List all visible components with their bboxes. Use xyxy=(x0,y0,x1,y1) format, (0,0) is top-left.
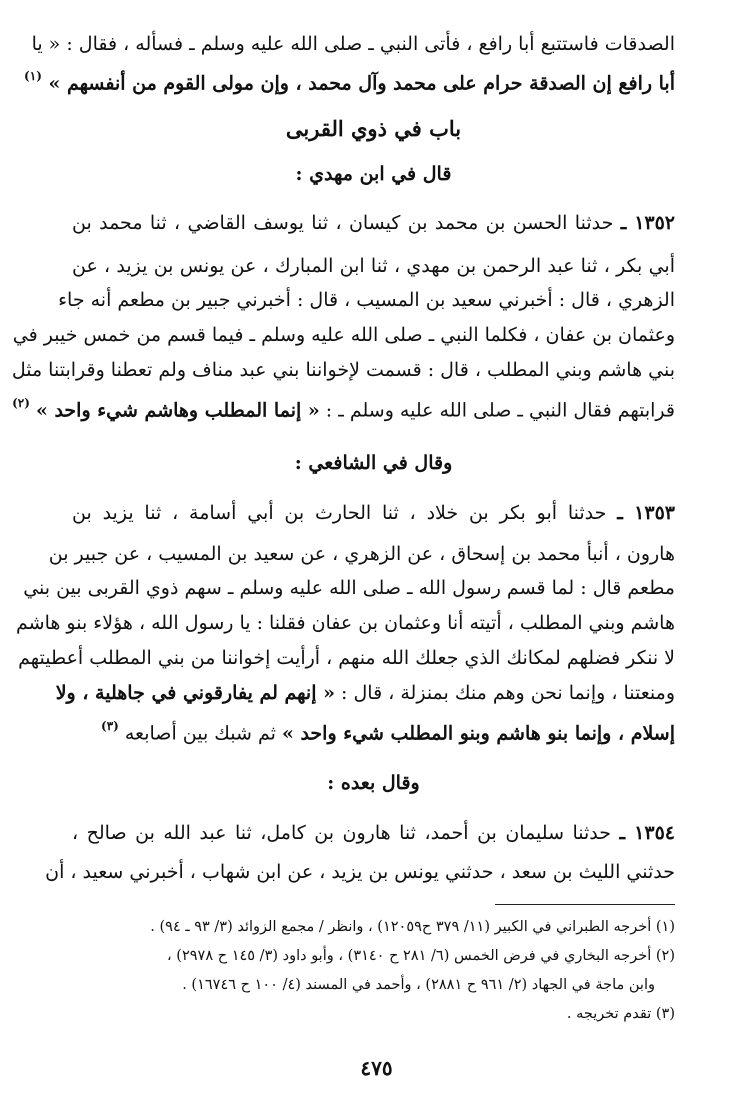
hadith-number-1353: ١٣٥٣ ـ xyxy=(617,502,675,524)
hadith-1353-text-7b: ثم شبك بين أصابعه xyxy=(124,722,276,745)
hadith-1353-line-3: مطعم قال : لما قسم رسول الله ـ صلى الله عليه وسلم ـ سهم ذوي القربى بين بني xyxy=(23,577,675,599)
hadith-1353-line-1 xyxy=(72,496,675,530)
hadith-1353-quote-b: إسلام ، وإنما بنو هاشم وبنو المطلب شيء واحد » xyxy=(281,722,675,745)
footnote-ref-3[interactable]: (٣) xyxy=(101,719,119,733)
hadith-1352-line-4: وعثمان بن عفان ، فكلما النبي ـ صلى الله عليه وسلم ـ فيما قسم من خمس خيبر في xyxy=(12,324,675,346)
intro-text-2: أبا رافع إن الصدقة حرام على محمد وآل محمد ، وإن مولى القوم من أنفسهم » xyxy=(48,72,675,95)
hadith-1352-text-1: حدثنا الحسن بن محمد بن كيسان ، ثنا يوسف القاضي ، ثنا محمد بن xyxy=(72,212,614,234)
section-title-shafii: وقال في الشافعي : xyxy=(294,452,453,474)
hadith-1353-line-2: هارون ، أنبأ محمد بن إسحاق ، عن الزهري ، عن سعيد بن المسيب ، عن جبير بن xyxy=(48,543,675,565)
footnote-2-continued: وابن ماجة في الجهاد (٢/ ٩٦١ ح ٢٨٨١) ، وأحمد في المسند (٤/ ١٠٠ ح ١٦٧٤٦) . xyxy=(182,977,655,993)
hadith-1352-line-6 xyxy=(12,388,675,422)
hadith-1354-line-2: حدثني الليث بن سعد ، حدثني يونس بن يزيد ، عن ابن شهاب ، أخبرني سعيد ، أن xyxy=(45,861,675,883)
footnote-3: (٣) تقدم تخريجه . xyxy=(566,1006,675,1022)
hadith-1353-line-4: هاشم وبني المطلب ، أتيته أنا وعثمان بن عفان فقلنا : يا رسول الله ، هؤلاء بنو هاشم xyxy=(16,612,675,634)
intro-line-1 xyxy=(31,27,675,61)
chapter-title: باب في ذوي القربى xyxy=(285,116,462,141)
hadith-1354-line-1 xyxy=(72,816,675,850)
hadith-1352-text-6a: قرابتهم فقال النبي ـ صلى الله عليه وسلم ـ : xyxy=(325,399,675,422)
footnote-2: (٢) أخرجه البخاري في فرض الخمس (٦/ ٢٨١ ح ٣١٤٠) ، وأبو داود (٣/ ١٤٥ ح ٢٩٧٨) ، xyxy=(167,948,675,964)
section-title-after: وقال بعده : xyxy=(327,772,420,794)
footnote-1: (١) أخرجه الطبراني في الكبير (١١/ ٣٧٩ ح١٢٠٥٩) ، وانظر / مجمع الزوائد (٣/ ٩٣ ـ ٩٤) . xyxy=(150,919,675,935)
intro-line-2 xyxy=(24,61,675,95)
footnote-divider xyxy=(495,904,675,905)
hadith-1353-line-6 xyxy=(55,676,675,710)
hadith-1353-line-7 xyxy=(72,711,675,745)
intro-text-1: الصدقات فاستتبع أبا رافع ، فأتى النبي ـ صلى الله عليه وسلم ـ فسأله ، فقال : « يا xyxy=(31,33,675,55)
hadith-1352-line-1 xyxy=(72,206,675,240)
footnote-ref-1[interactable]: (١) xyxy=(24,69,42,83)
hadith-1352-line-2: أبي بكر ، ثنا عبد الرحمن بن مهدي ، ثنا ابن المبارك ، عن يونس بن يزيد ، عن xyxy=(72,255,675,277)
hadith-1352-line-3: الزهري ، قال : أخبرني سعيد بن المسيب ، قال : أخبرني جبير بن مطعم أنه جاء xyxy=(58,289,675,311)
hadith-1353-line-5: لا ننكر فضلهم لمكانك الذي جعلك الله منهم ، أرأيت إخواننا من بني المطلب أعطيتهم xyxy=(18,647,675,669)
hadith-1352-quote: « إنما المطلب وهاشم شيء واحد » xyxy=(35,399,320,422)
hadith-1352-line-5: بني هاشم وبني المطلب ، قال : قسمت لإخواننا بني عبد مناف ولم تعطنا وقرابتنا مثل xyxy=(11,359,675,381)
hadith-1353-text-1: حدثنا أبو بكر بن خلاد ، ثنا الحارث بن أبي أسامة ، ثنا يزيد بن xyxy=(72,502,607,524)
hadith-1353-quote-a: « إنهم لم يفارقوني في جاهلية ، ولا xyxy=(55,682,335,704)
section-title-ibn-mahdi: قال في ابن مهدي : xyxy=(295,163,452,185)
footnote-ref-2[interactable]: (٢) xyxy=(12,396,30,410)
hadith-1354-text-1: حدثنا سليمان بن أحمد، ثنا هارون بن كامل، ثنا عبد الله بن صالح ، xyxy=(72,822,612,844)
hadith-1353-text-6a: ومنعتنا ، وإنما نحن وهم منك بمنزلة ، قال : xyxy=(341,682,675,704)
hadith-number-1354: ١٣٥٤ ـ xyxy=(619,822,675,844)
hadith-number-1352: ١٣٥٢ ـ xyxy=(620,212,676,234)
page-number: ٤٧٥ xyxy=(360,1056,393,1080)
